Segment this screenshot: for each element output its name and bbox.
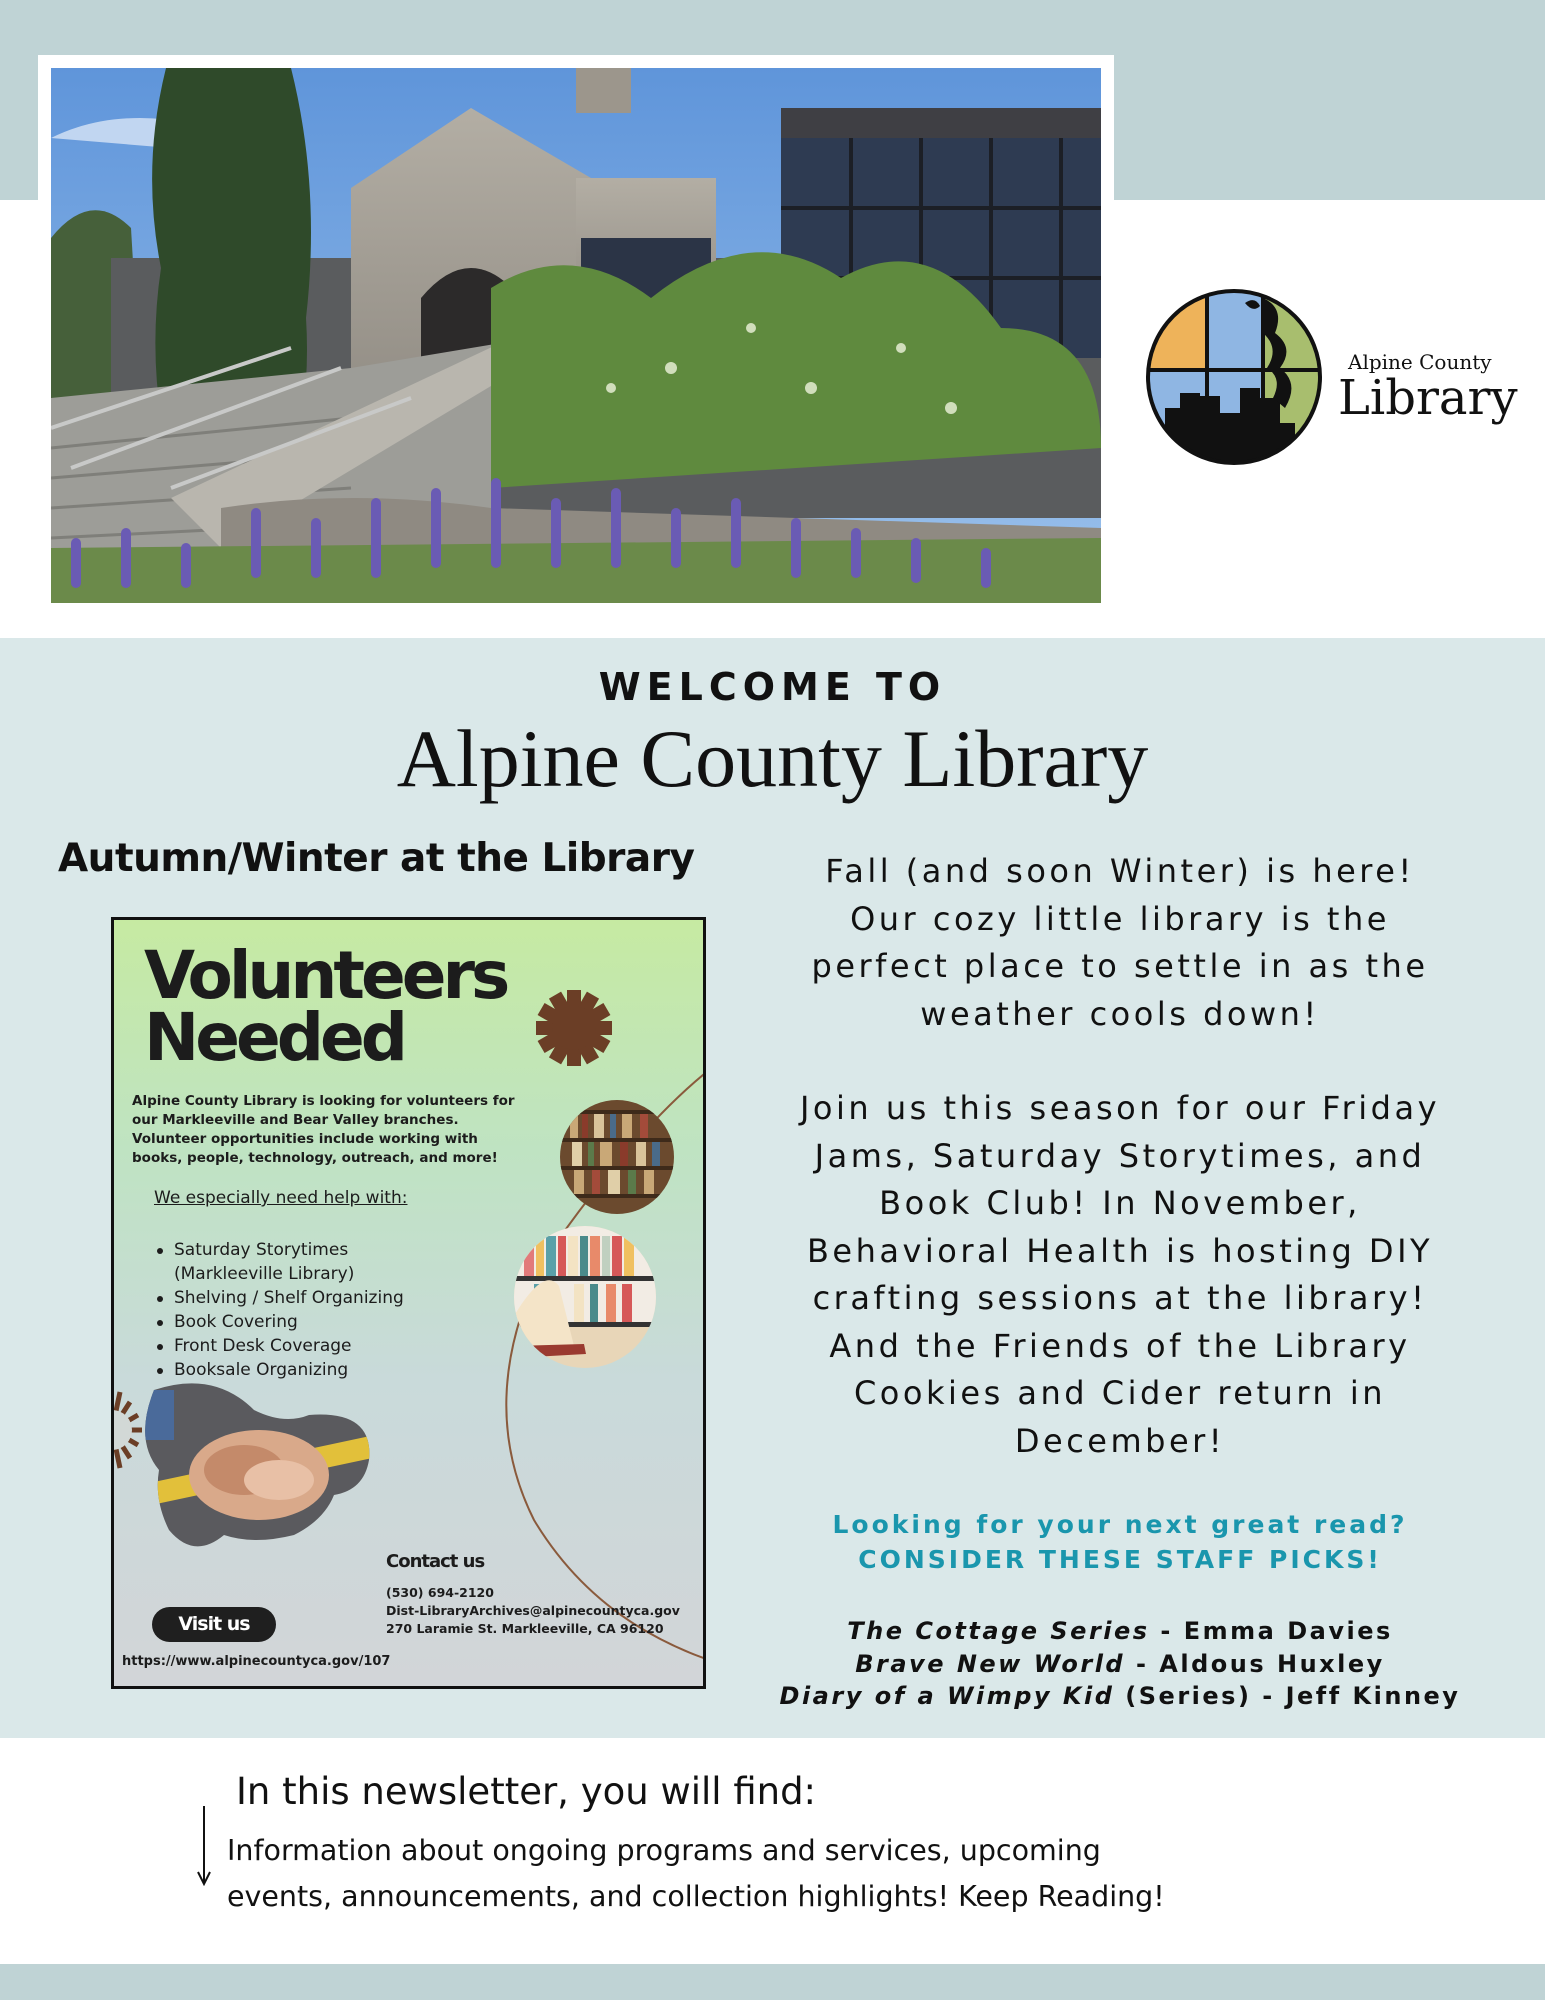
contact-address: 270 Laramie St. Markleeville, CA 96120: [386, 1621, 664, 1636]
help-item: Saturday Storytimes: [154, 1238, 404, 1262]
newsletter-heading: In this newsletter, you will find:: [236, 1770, 817, 1813]
bookshelf-photo-icon: [560, 1100, 674, 1214]
hero-photo-frame: [38, 55, 1114, 618]
staff-picks-list: [735, 1615, 1505, 1713]
sunburst-rays-icon: [111, 1380, 148, 1480]
logo-text-line1: Alpine County: [1348, 350, 1492, 374]
text-line: December!: [1014, 1421, 1226, 1460]
website-link[interactable]: https://www.alpinecountyca.gov/107: [122, 1654, 391, 1669]
section-subtitle: Autumn/Winter at the Library: [58, 836, 695, 881]
help-item: Book Covering: [154, 1310, 404, 1334]
volunteers-poster: [111, 917, 706, 1689]
hero-photo: [51, 68, 1101, 603]
callout-line1: Looking for your next great read?: [832, 1510, 1408, 1539]
staff-pick-item: [735, 1615, 1505, 1648]
text-line: crafting sessions at the library!: [812, 1279, 1428, 1317]
arrow-down-icon: [196, 1806, 212, 1886]
text-line: And the Friends of the Library: [829, 1326, 1411, 1365]
help-item: Front Desk Coverage: [154, 1334, 404, 1358]
text-line: Behavioral Health is hosting DIY: [806, 1231, 1434, 1270]
text-line: Our cozy little library is the: [850, 899, 1390, 938]
text-line: weather cools down!: [920, 994, 1320, 1033]
newsletter-body: [227, 1828, 1327, 1920]
text-line: Jams, Saturday Storytimes, and: [814, 1136, 1426, 1175]
book-title: Diary of a Wimpy Kid: [779, 1682, 1115, 1710]
book-author: (Series) - Jeff Kinney: [1114, 1682, 1461, 1710]
book-title: Brave New World: [855, 1649, 1126, 1678]
poster-intro-text: Alpine County Library is looking for volunteers for our Markleeville and Bear Valley branches. Volunteer opportunities include working with books, people, technology, outreach, and more!: [132, 1093, 515, 1166]
staff-pick-item: [735, 1680, 1505, 1713]
book-author: - Aldous Huxley: [1125, 1649, 1385, 1678]
visit-us-button[interactable]: Visit us: [152, 1607, 276, 1642]
library-logo: [1145, 288, 1518, 468]
contact-phone: (530) 694-2120: [386, 1585, 494, 1600]
contact-details: [386, 1584, 680, 1638]
book-author: - Emma Davies: [1149, 1617, 1393, 1645]
bottom-band: [0, 1964, 1545, 2000]
poster-title: [144, 937, 507, 1076]
page-title: Alpine County Library: [396, 713, 1149, 804]
library-window-logo-icon: [1145, 288, 1323, 466]
callout-line2: CONSIDER THESE STAFF PICKS!: [858, 1545, 1382, 1574]
text-line: Information about ongoing programs and services, upcoming: [227, 1834, 1101, 1867]
text-line: events, announcements, and collection highlights! Keep Reading!: [227, 1880, 1165, 1913]
help-item-note: (Markleeville Library): [174, 1264, 355, 1284]
text-line: Book Club! In November,: [879, 1184, 1361, 1222]
hands-together-photo-icon: [134, 1380, 384, 1570]
intro-paragraph: [735, 848, 1505, 1038]
help-item: Shelving / Shelf Organizing: [154, 1286, 404, 1310]
staff-pick-item: [735, 1648, 1505, 1681]
text-line: perfect place to settle in as the: [811, 947, 1429, 985]
open-book-photo-icon: [514, 1226, 656, 1368]
events-paragraph: [735, 1085, 1505, 1465]
logo-text-line2: Library: [1338, 370, 1518, 426]
staff-picks-callout: [735, 1507, 1505, 1577]
poster-title-line1: Volunteers: [144, 937, 507, 1014]
contact-heading: Contact us: [386, 1551, 485, 1572]
library-building-photo-icon: [51, 68, 1101, 603]
poster-title-line2: Needed: [144, 999, 405, 1076]
poster-help-list: [154, 1238, 404, 1382]
text-line: Cookies and Cider return in: [853, 1374, 1387, 1412]
poster-help-heading: We especially need help with:: [154, 1188, 408, 1208]
text-line: Fall (and soon Winter) is here!: [825, 852, 1415, 890]
help-item: Booksale Organizing: [154, 1358, 404, 1382]
text-line: Join us this season for our Friday: [799, 1089, 1441, 1127]
starburst-icon: [534, 988, 614, 1068]
announcements-column: [735, 848, 1505, 1713]
book-title: The Cottage Series: [847, 1617, 1150, 1645]
welcome-heading: WELCOME TO: [598, 665, 947, 709]
contact-email: Dist-LibraryArchives@alpinecountyca.gov: [386, 1603, 680, 1618]
